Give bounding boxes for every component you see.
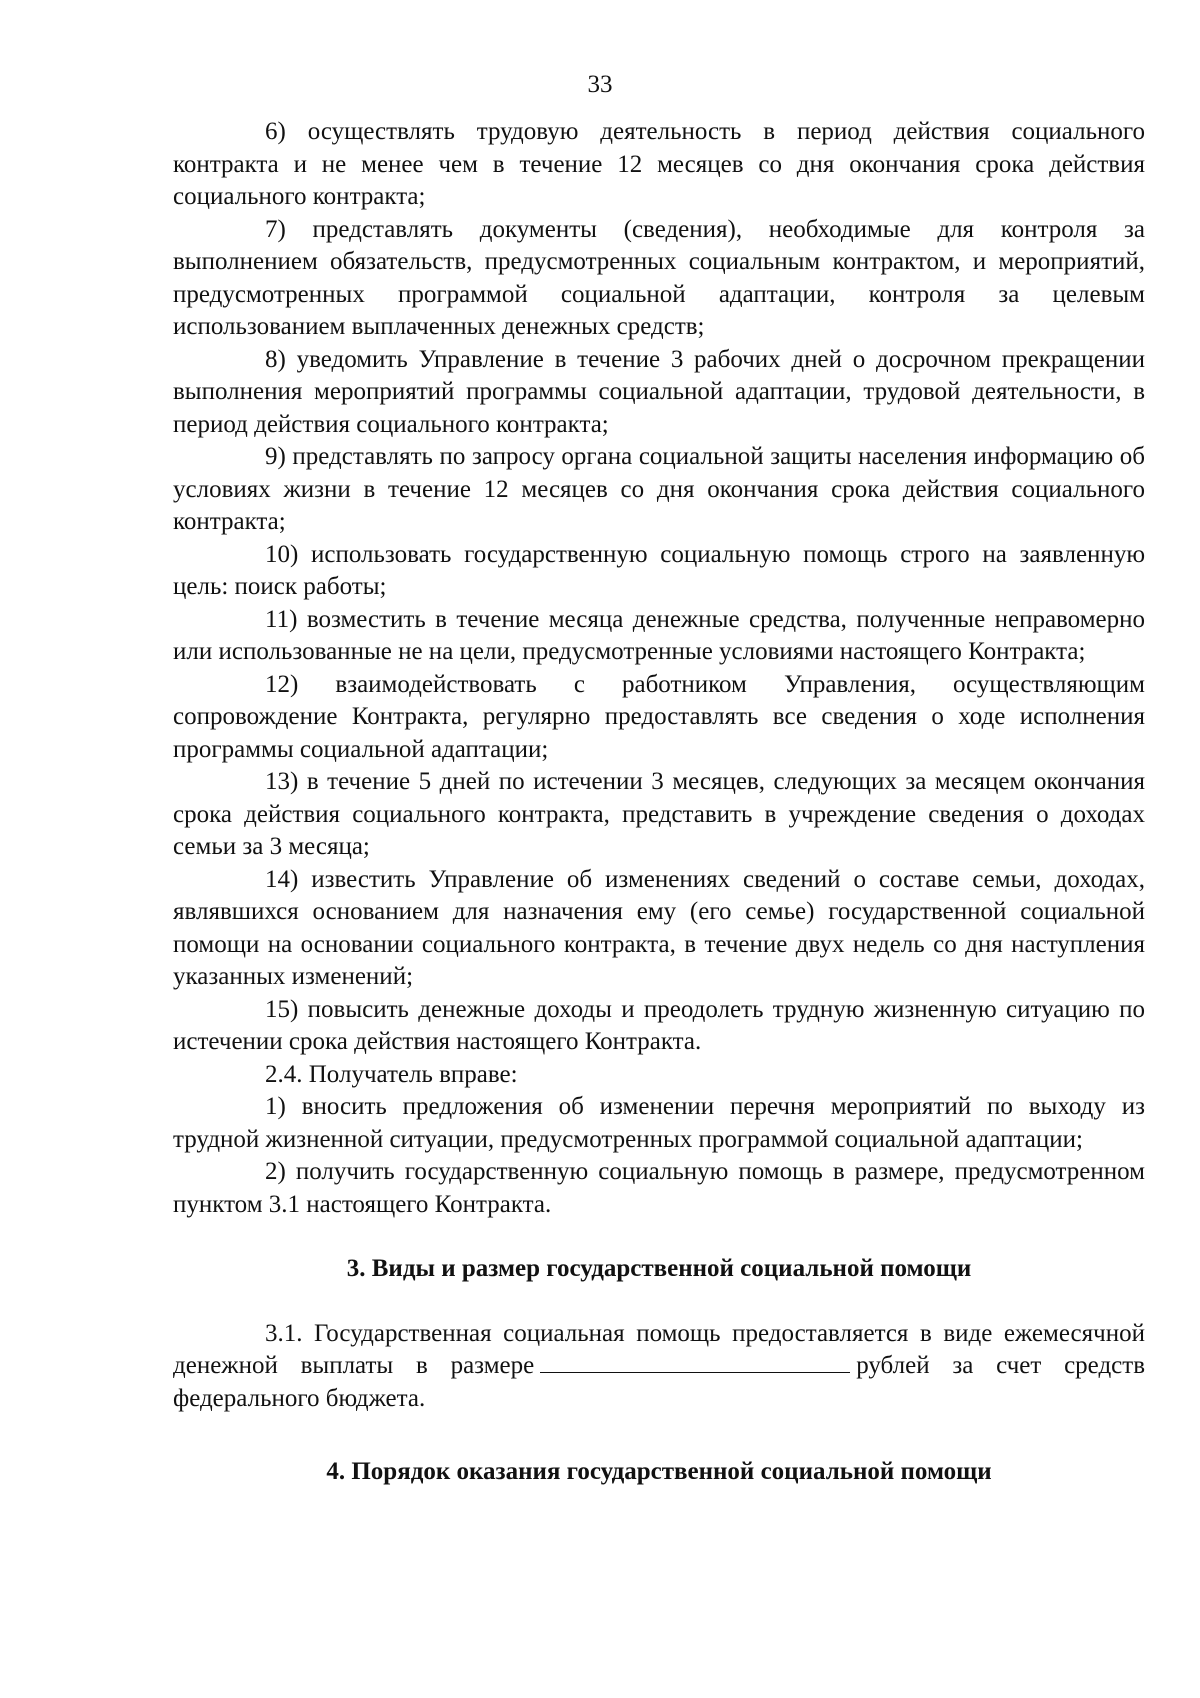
clause-9: 9) представлять по запросу органа социальной защиты населения информацию об условиях жизни в течение 12 месяцев со дня окончания срока действия социального контракта;	[173, 443, 1145, 535]
clause-12: 12) взаимодействовать с работником Управления, осуществляющим сопровождение Контракта, регулярно предоставлять все сведения о ходе исполнения программы социальной адаптации;	[173, 670, 1145, 763]
section-3-heading: 3. Виды и размер государственной социальной помощи	[346, 1255, 972, 1282]
clause-3-1	[173, 1318, 1145, 1416]
clause-6: 6) осуществлять трудовую деятельность в период действия социального контракта и не менее чем в течение 12 месяцев со дня окончания срока действия социального контракта;	[173, 118, 1145, 210]
clause-7: 7) представлять документы (сведения), необходимые для контроля за выполнением обязательств, предусмотренных социальным контрактом, и мероприятий, предусмотренных программой социальной адаптации, контроля за целевым использованием выплаченных денежных средств;	[173, 215, 1145, 340]
section-2-4-title: 2.4. Получатель вправе:	[265, 1060, 518, 1088]
clause-13: 13) в течение 5 дней по истечении 3 месяцев, следующих за месяцем окончания срока действия социального контракта, представить в учреждение сведения о доходах семьи за 3 месяца;	[173, 768, 1145, 860]
right-clause-2: 2) получить государственную социальную помощь в размере, предусмотренном пунктом 3.1 настоящего Контракта.	[173, 1158, 1145, 1218]
clause-11: 11) возместить в течение месяца денежные средства, полученные неправомерно или использованные не на цели, предусмотренные условиями настоящего Контракта;	[173, 605, 1145, 665]
clause-3-1-text-end: рублей за счет средств федерального бюджета.	[173, 1352, 1145, 1412]
document-body	[173, 116, 1145, 1489]
clause-3-1-text: 3.1. Государственная социальная помощь предоставляется в виде ежемесячной денежной выплаты в размере	[173, 1319, 1145, 1379]
clause-10: 10) использовать государственную социальную помощь строго на заявленную цель: поиск работы;	[173, 540, 1145, 600]
right-clause-1: 1) вносить предложения об изменении перечня мероприятий по выходу из трудной жизненной ситуации, предусмотренных программой социальной адаптации;	[173, 1093, 1145, 1153]
section-4-heading: 4. Порядок оказания государственной социальной помощи	[326, 1458, 992, 1485]
clause-15: 15) повысить денежные доходы и преодолеть трудную жизненную ситуацию по истечении срока действия настоящего Контракта.	[173, 995, 1145, 1055]
clause-8: 8) уведомить Управление в течение 3 рабочих дней о досрочном прекращении выполнения мероприятий программы социальной адаптации, трудовой деятельности, в период действия социального контракта;	[173, 345, 1145, 438]
clause-14: 14) известить Управление об изменениях сведений о составе семьи, доходах, являвшихся основанием для назначения ему (его семье) государственной социальной помощи на основании социального контракта, в течение двух недель со дня наступления указанных изменений;	[173, 865, 1145, 990]
page-number: 33	[587, 71, 613, 98]
amount-blank-line	[540, 1350, 850, 1373]
